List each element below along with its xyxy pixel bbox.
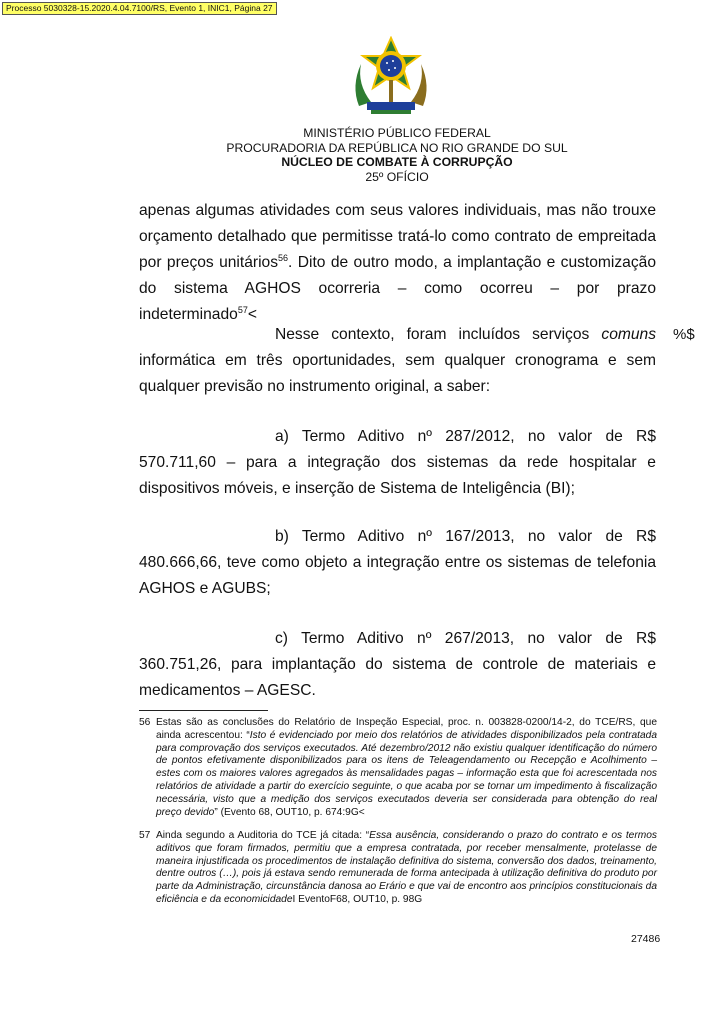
unit-name: NÚCLEO DE COMBATE À CORRUPÇÃO (281, 155, 513, 169)
footnote-ref-56: 56 (278, 252, 289, 263)
margin-mark: %$ (673, 326, 695, 343)
letterhead (0, 126, 724, 184)
list-item-a: a) Termo Aditivo nº 287/2012, no valor de R$ 570.711,60 – para a integração dos sistemas da rede hospitalar e dispositivos móveis, e inserção de Sistema de Inteligência (BI); (139, 428, 656, 497)
footnote-text: Ainda segundo a Auditoria do TCE já citada: “Essa ausência, considerando o prazo do contrato e os termos aditivos que foram firmados, permitiu que a empresa contratada, por receber mensalmente, protelasse de maneira injustificada os procedimentos de instalação definitiva do sistema, conversão dos dados, treinamento, dentre outros (…), pois já estava sendo remunerada de forma antecipada à utilização definitiva do produto por parte da Administração, circunstância danosa ao Erário e que vai de encontro aos princípios constitucionais da eficiência e da economicidadeI EventoF68, OUT10, p. 98G (156, 830, 657, 905)
footnote-number: 57 (139, 830, 151, 841)
list-item-c: c) Termo Aditivo nº 267/2013, no valor de R$ 360.751,26, para implantação do sistema de controle de materiais e medicamentos – AGESC. (139, 630, 656, 699)
process-stamp: Processo 5030328-15.2020.4.04.7100/RS, Evento 1, INIC1, Página 27 (2, 2, 277, 15)
institution-name: MINISTÉRIO PÚBLICO FEDERAL (303, 126, 491, 140)
footnote-ref-57: 57 (237, 304, 248, 315)
footnote-56 (139, 717, 657, 819)
footnote-text: Estas são as conclusões do Relatório de Inspeção Especial, proc. n. 003828-0200/14-2, do TCE/RS, que ainda acrescentou: “Isto é evidenciado por meio dos relatórios de atividades disponibilizados pela contratada para comprovação dos serviços executados. Até dezembro/2012 não existiu qualquer identificação do número de pontos efetivamente disponibilizados para os itens de Teleagendamento ou Recepção e Acolhimento – estes com os maiores valores agregados às mensalidades pagas – informação esta que foi acrescentada nos relatórios de atividade a partir do exercício seguinte, o que acaba por se tornar um impedimento à fiscalização necessária, visto que a medição dos serviços executados deveria ser considerada para obtenção do real preço devido” (Evento 68, OUT10, p. 674:9G< (156, 717, 657, 818)
brazil-coat-of-arms-icon (349, 36, 433, 126)
paragraph-context: Nesse contexto, foram incluídos serviços comuns informática em três oportunidades, sem qualquer cronograma e sem qualquer previsão no instrumento original, a saber: (139, 326, 656, 395)
footnote-separator (139, 710, 268, 711)
emphasis-text: comuns (601, 326, 656, 343)
list-item-b: b) Termo Aditivo nº 167/2013, no valor de R$ 480.666,66, teve como objeto a integração entre os sistemas de telefonia AGHOS e AGUBS; (139, 528, 656, 597)
page-number: 27486 (631, 933, 661, 945)
paragraph-continuation: apenas algumas atividades com seus valores individuais, mas não trouxe orçamento detalhado que permitisse tratá-lo como contrato de empreitada por preços unitários$^{56}$. Dito de outro modo, a implantação e customização do sistema AGHOS ocorreria – como ocorreu – por prazo indeterminado$^{57}$< (139, 202, 656, 323)
footnote-number: 56 (139, 717, 151, 728)
office-name: PROCURADORIA DA REPÚBLICA NO RIO GRANDE DO SUL (226, 140, 568, 155)
office-number: 25º OFÍCIO (365, 169, 429, 184)
footnote-57 (139, 830, 657, 907)
